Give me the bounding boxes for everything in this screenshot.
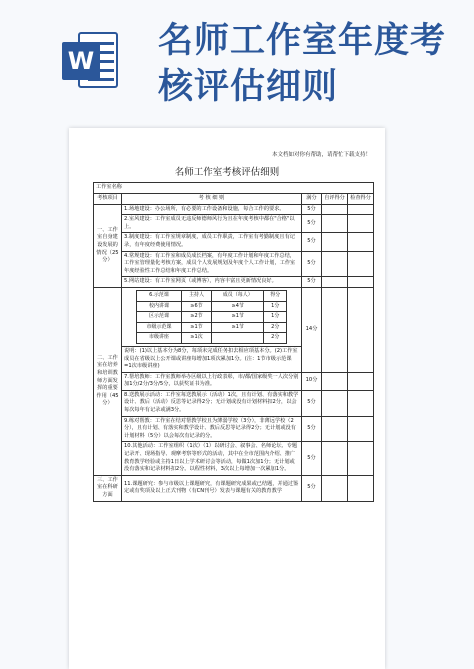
check-score-cell[interactable] [348, 204, 374, 215]
self-score-cell[interactable] [322, 475, 348, 501]
item-9-score: 5分 [302, 416, 322, 442]
table-row [94, 442, 374, 475]
sub-row [137, 312, 287, 323]
sub-cell: ≥2节 [181, 312, 211, 323]
section-3-name: 三、工作室在科研方面 [94, 475, 122, 501]
table-row [94, 277, 374, 288]
self-score-cell[interactable] [322, 233, 348, 251]
word-icon [62, 30, 122, 92]
header-project: 考核项目 [94, 194, 122, 205]
table-row [94, 287, 374, 346]
header-details: 考 核 细 则 [122, 194, 302, 205]
item-5-score: 5分 [302, 277, 322, 288]
sub-cell [211, 333, 263, 344]
check-score-cell[interactable] [348, 277, 374, 288]
item-4-text: 4.常规建设：有工作室和成员成长档案，有年度工作计划和年度工作总结，工作室管理量化考核方案，成员个人发展规划及年度个人工作计划，工作室年度经验性工作总结和年度工作总结。 [122, 251, 302, 277]
item-7-score: 10分 [302, 372, 322, 390]
self-score-cell[interactable] [322, 287, 348, 372]
header-self-score: 自评得分 [322, 194, 348, 205]
table-row [94, 416, 374, 442]
sub-cell: 2分 [264, 322, 287, 333]
header-full-score: 满分 [302, 194, 322, 205]
table-row [94, 204, 374, 215]
header-check-score: 检查得分 [348, 194, 374, 205]
self-score-cell[interactable] [322, 215, 348, 233]
check-score-cell[interactable] [348, 475, 374, 501]
studio-name-label: 工作室名称 [94, 183, 374, 194]
download-notice: 本文档如对你有帮助，请帮忙下载支持！ [271, 152, 371, 158]
demo-class-table [136, 290, 287, 344]
self-score-cell[interactable] [322, 390, 348, 416]
item-2-score: 5分 [302, 215, 322, 233]
item-11-score: 5分 [302, 475, 322, 501]
banner-title-line-2: 核评估细则 [158, 67, 339, 107]
self-score-cell[interactable] [322, 204, 348, 215]
check-score-cell[interactable] [348, 215, 374, 233]
sub-cell: ≥1次 [181, 333, 211, 344]
demo-class-cell [122, 287, 302, 346]
sub-cell: 1分 [264, 312, 287, 323]
self-score-cell[interactable] [322, 416, 348, 442]
sub-cell: 1分 [264, 301, 287, 312]
document-title: 名师工作室考核评估细则 [174, 167, 280, 178]
demo-class-score: 14分 [302, 287, 322, 372]
check-score-cell[interactable] [348, 390, 374, 416]
item-9-text: 9.练对帮教：工作室在结对帮教学校且为薄弱学校（3分），非薄远学校（2分），且有计划、有落实和教学设计、教后反思等记录得2分；无计划或没有计划材料（5分）以会每次有记录的分。 [122, 416, 302, 442]
item-3-text: 3.制度建设：有工作室规章制度，成员工作职责，工作室有考勤制度且有记录，有年度经费使用情况。 [122, 233, 302, 251]
table-row [94, 475, 374, 501]
item-5-text: 5.网站建设：有工作室网页（或博客），内容丰富且更新情况良好。 [122, 277, 302, 288]
table-row [94, 372, 374, 390]
sub-header: 得分 [264, 290, 287, 301]
sub-cell: ≥1节 [181, 322, 211, 333]
check-score-cell[interactable] [348, 442, 374, 475]
table-row [94, 233, 374, 251]
item-8-text: 8.送教展示活动：工作室每送教展示（活动）1次，且有计划、有落实和教学设计、教后（活动）反思等记录得2分；无计划或没有计划材料扣2分，以会每次每年有记录或满3分。 [122, 390, 302, 416]
word-letter: W [62, 42, 100, 80]
sub-cell: ≥4节 [211, 301, 263, 312]
sub-cell: 市级示范课 [137, 322, 182, 333]
item-1-score: 5分 [302, 204, 322, 215]
sub-row [137, 333, 287, 344]
item-10-score: 5分 [302, 442, 322, 475]
table-row [94, 215, 374, 233]
sub-cell: 2分 [264, 333, 287, 344]
self-score-cell[interactable] [322, 372, 348, 390]
sub-cell: 校内讲课 [137, 301, 182, 312]
sub-cell: 区示范课 [137, 312, 182, 323]
check-score-cell[interactable] [348, 416, 374, 442]
item-4-score: 5分 [302, 251, 322, 277]
sub-cell: ≥1节 [211, 322, 263, 333]
sub-cell: ≥6节 [181, 301, 211, 312]
section-2-name: 二、工作室在培养和培训教师方面发挥的重要作用（45分） [94, 287, 122, 475]
header-row [94, 194, 374, 205]
demo-class-note: 说明：(1)以上基本分为8分，每项未完成任务扣去相应项基本分。(2)工作室成员在省级以上公开课或讲座每增加1项次累加1分。(注：1节市级示范课=1次市级讲座) [122, 346, 302, 372]
self-score-cell[interactable] [322, 251, 348, 277]
sub-row [137, 322, 287, 333]
sub-header: 成员（每人） [211, 290, 263, 301]
table-row [94, 390, 374, 416]
sub-header-row [137, 290, 287, 301]
table-row [94, 251, 374, 277]
section-1-name: 一、工作室自身建设发展的情况（25分） [94, 204, 122, 287]
item-3-score: 5分 [302, 233, 322, 251]
studio-name-row [94, 183, 374, 194]
check-score-cell[interactable] [348, 287, 374, 372]
self-score-cell[interactable] [322, 442, 348, 475]
check-score-cell[interactable] [348, 233, 374, 251]
assessment-table [93, 182, 374, 502]
self-score-cell[interactable] [322, 277, 348, 288]
item-2-text: 2.室风建设：工作室成员无违反师德师风行为且在年度考核中都在"合格"以上。 [122, 215, 302, 233]
item-8-score: 5分 [302, 390, 322, 416]
item-7-text: 7.帮培教师：工作室教师举办区级以上行政表彰，市/都/国家级奖一人次分别加1分/2分/3分/5分，以获奖证书为准。 [122, 372, 302, 390]
banner [0, 0, 474, 118]
sub-cell: ≥1节 [211, 312, 263, 323]
banner-title-line-1: 名师工作室年度考 [158, 21, 447, 61]
sub-row [137, 301, 287, 312]
item-11-text: 11.课题研究：参与市级以上课题研究，有课题研究成果或已结题，并通过鉴定或有奖项及以上正式刊物（有CN刊号）发表与课题有关的教育教学 [122, 475, 302, 501]
banner-title [158, 18, 458, 110]
check-score-cell[interactable] [348, 372, 374, 390]
check-score-cell[interactable] [348, 251, 374, 277]
sub-header: 主持人 [181, 290, 211, 301]
item-10-text: 10.其他活动：工作室组织（1次）（1）以研讨会、叙事会、名师论坛、专题记录开、现场指导、观摩考察等形式的活动，其中在全市范围内介绍、推广教育教学经验或主持1日以上学术研讨会等活动，每做1次加1分；无计划或没有落实和记录材料扣2分。以程性材料，3次以上每增加一次累加1分。 [122, 442, 302, 475]
sub-header: 6.示范课 [137, 290, 182, 301]
sub-cell: 市级讲座 [137, 333, 182, 344]
document-page [69, 128, 385, 669]
item-1-text: 1.场地建设：办公场所，有必要的工作设备和设施，每合工作的要求。 [122, 204, 302, 215]
